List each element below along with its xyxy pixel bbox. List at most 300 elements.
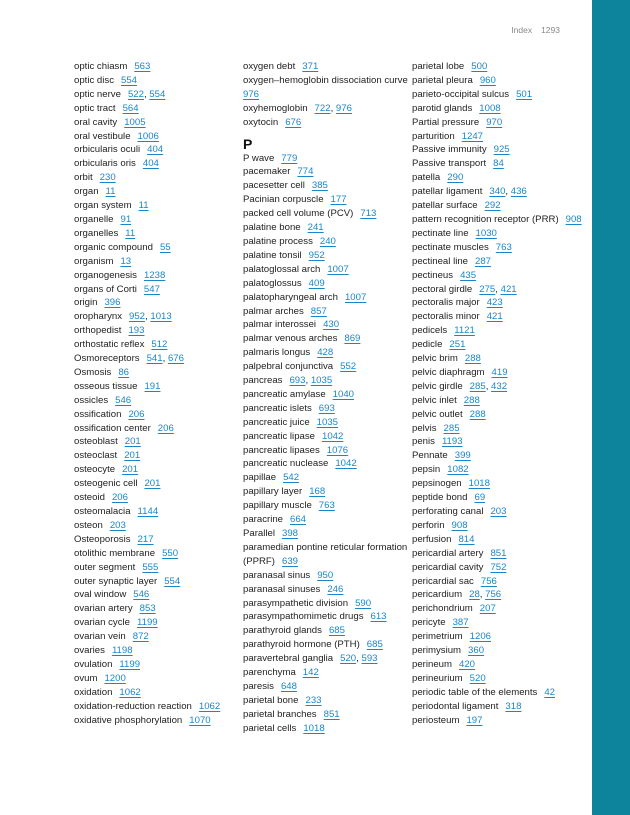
index-term: organic compound [74, 241, 153, 253]
index-term: oropharynx [74, 311, 122, 323]
index-term: palatine tonsil [243, 249, 302, 261]
page-link[interactable]: 960 [479, 74, 496, 86]
index-entry [243, 722, 415, 736]
index-term: Parallel [243, 528, 275, 539]
page-link[interactable]: 713 [360, 208, 377, 220]
index-entry [243, 193, 415, 207]
index-entry [243, 583, 415, 597]
index-entry [243, 277, 415, 291]
page-link[interactable]: 177 [330, 194, 347, 206]
page-link[interactable]: 869 [344, 333, 361, 345]
index-term: ossification center [74, 422, 151, 434]
index-term: Osmosis [74, 366, 112, 378]
page-link[interactable]: 201 [124, 436, 141, 448]
index-entry [412, 324, 587, 338]
index-entry [412, 449, 587, 463]
page-link[interactable]: 1082 [447, 464, 469, 476]
page-link[interactable]: 1018 [468, 478, 490, 490]
index-term: outer segment [74, 561, 136, 573]
page-link[interactable]: 722 [314, 102, 331, 114]
page-link[interactable]: 950 [317, 569, 334, 581]
index-entry [74, 143, 246, 157]
page-link[interactable]: 1238 [143, 269, 166, 281]
index-entry [412, 700, 587, 714]
index-entry [74, 616, 246, 630]
index-entry [243, 74, 415, 102]
page-link[interactable]: 542 [283, 472, 300, 484]
index-column-3 [412, 60, 587, 728]
index-term: perforating canal [412, 506, 484, 517]
index-term: paracrine [243, 514, 283, 526]
index-term: pelvic diaphragm [412, 366, 485, 378]
page-link[interactable]: 1193 [441, 436, 463, 448]
index-term: pancreatic juice [243, 416, 310, 428]
index-term: organ system [74, 200, 132, 212]
index-entry [74, 255, 246, 269]
index-entry [74, 588, 246, 602]
page-link[interactable]: 554 [149, 88, 166, 100]
page-link[interactable]: 1121 [454, 325, 475, 337]
index-term: perimetrium [412, 631, 463, 643]
page-link[interactable]: 648 [280, 680, 297, 692]
index-entry: Osmoreceptors 541, 676 [74, 353, 184, 365]
index-entry [243, 708, 415, 722]
page-link[interactable]: 287 [475, 255, 492, 267]
index-entry [412, 171, 587, 185]
page-link[interactable]: 1200 [104, 672, 126, 684]
index-term: pectineus [412, 269, 454, 281]
index-entry [412, 491, 587, 505]
page-link[interactable]: 693 [289, 375, 306, 387]
index-entry [74, 547, 246, 561]
index-term: paranasal sinus [243, 569, 311, 581]
index-term: periodontal ligament [412, 700, 499, 712]
index-term: osteon [74, 519, 103, 531]
page-link[interactable]: 168 [309, 486, 326, 498]
index-entry [243, 430, 415, 444]
page-link[interactable]: 285 [443, 422, 460, 434]
page-link[interactable]: 428 [317, 347, 334, 359]
index-term: pelvic outlet [412, 408, 463, 420]
index-term: parenchyma [243, 667, 296, 679]
page-link[interactable]: 142 [302, 667, 319, 679]
page-link[interactable]: 1042 [335, 458, 357, 470]
page-link[interactable]: 55 [159, 241, 171, 253]
page-link[interactable]: 853 [139, 603, 156, 615]
page-link[interactable]: 240 [319, 235, 336, 247]
index-term: parathyroid glands [243, 625, 322, 637]
page-link[interactable]: 1035 [310, 375, 333, 387]
page-link[interactable]: 676 [285, 116, 302, 128]
page-link[interactable]: 564 [122, 102, 139, 114]
index-term: pericardial artery [412, 547, 484, 559]
index-term: pectoral girdle [412, 283, 473, 295]
page-link[interactable]: 1199 [137, 617, 158, 629]
index-term: osteoblast [74, 436, 118, 448]
index-entry [74, 199, 246, 213]
page-link[interactable]: 1030 [475, 227, 497, 239]
index-column-2 [243, 60, 415, 736]
page-link[interactable]: 774 [297, 166, 314, 178]
index-entry [243, 360, 415, 374]
page-link[interactable]: 290 [447, 172, 464, 184]
page-link[interactable]: 1206 [469, 631, 491, 643]
index-entry [412, 463, 587, 477]
header-section: Index [511, 25, 533, 35]
index-entry [74, 296, 246, 310]
index-entry [412, 143, 587, 157]
page-link[interactable]: 1005 [124, 116, 146, 128]
index-term: palatine process [243, 235, 313, 247]
index-entry [243, 388, 415, 402]
index-term: pedicle [412, 339, 443, 351]
index-entry [243, 305, 415, 319]
index-term: orthopedist [74, 325, 122, 337]
page-link[interactable]: 206 [111, 492, 128, 504]
index-entry [412, 213, 587, 227]
page-link[interactable]: 191 [144, 380, 161, 392]
page-link[interactable]: 201 [124, 450, 141, 462]
page-link[interactable]: 28 [469, 589, 480, 601]
index-term: oxidation [74, 686, 113, 698]
page-link[interactable]: 500 [471, 61, 488, 72]
index-entry [74, 630, 246, 644]
page-link[interactable]: 409 [308, 277, 325, 289]
index-entry: patellar ligament 340, 436 [412, 186, 527, 198]
index-entry [74, 700, 246, 714]
index-entry: oxyhemoglobin 722, 976 [243, 102, 352, 114]
page-link[interactable]: 360 [468, 645, 485, 657]
index-entry: pelvic girdle 285, 432 [412, 380, 508, 392]
page-link[interactable]: 685 [328, 625, 345, 637]
page-link[interactable]: 851 [490, 547, 507, 559]
page-link[interactable]: 42 [544, 686, 555, 698]
page-link[interactable]: 814 [458, 533, 475, 545]
page-link[interactable]: 1018 [303, 722, 325, 734]
page-link[interactable]: 563 [134, 61, 151, 72]
index-entry [74, 213, 246, 227]
page-link[interactable]: 555 [142, 561, 159, 573]
page-link[interactable]: 206 [157, 422, 174, 434]
page-link[interactable]: 520 [469, 672, 486, 684]
page-link[interactable]: 404 [142, 158, 159, 170]
page-link[interactable]: 1008 [479, 102, 501, 114]
index-term: pancreatic nuclease [243, 458, 329, 470]
page-link[interactable]: 201 [122, 464, 139, 476]
page-link[interactable]: 246 [327, 583, 344, 595]
page-link[interactable]: 590 [355, 597, 372, 609]
index-entry [412, 408, 587, 422]
page-link[interactable]: 952 [129, 311, 146, 323]
index-entry [74, 366, 246, 380]
page-link[interactable]: 423 [486, 297, 503, 309]
page-link[interactable]: 84 [493, 158, 504, 170]
page-link[interactable]: 197 [466, 714, 483, 726]
index-entry [412, 352, 587, 366]
index-entry [412, 394, 587, 408]
index-entry [243, 513, 415, 527]
page-link[interactable]: 201 [144, 478, 161, 490]
page-link[interactable]: 318 [505, 700, 522, 712]
page-link[interactable]: 11 [138, 200, 149, 212]
page-link[interactable]: 436 [510, 186, 527, 198]
page-link[interactable]: 203 [490, 506, 507, 517]
page-link[interactable]: 432 [491, 380, 508, 392]
page-link[interactable]: 86 [118, 366, 129, 378]
page-link[interactable]: 11 [125, 227, 136, 239]
page-link[interactable]: 1007 [327, 263, 349, 275]
index-term: pancreas [243, 375, 283, 387]
index-entry [243, 597, 415, 611]
index-entry [74, 463, 246, 477]
index-term: optic nerve [74, 88, 121, 100]
index-term: parieto-occipital sulcus [412, 88, 510, 100]
page-link[interactable]: 541 [146, 353, 163, 365]
page-link[interactable]: 207 [479, 603, 496, 615]
page-link[interactable]: 1040 [332, 388, 354, 400]
page-link[interactable]: 421 [486, 311, 503, 323]
index-entry [412, 116, 587, 130]
page-link[interactable]: 976 [243, 88, 260, 100]
page-link[interactable]: 203 [109, 519, 126, 531]
page-link[interactable]: 763 [495, 241, 512, 253]
page-link[interactable]: 288 [463, 394, 480, 406]
page-link[interactable]: 952 [308, 249, 325, 261]
index-entry [74, 241, 246, 255]
index-term: ovaries [74, 645, 105, 657]
page-link[interactable]: 275 [479, 283, 496, 295]
index-term: ovarian vein [74, 631, 126, 643]
index-term: parietal cells [243, 722, 297, 734]
index-entry [74, 714, 246, 728]
index-term: perimysium [412, 645, 462, 657]
index-term: oxyhemoglobin [243, 102, 308, 114]
index-term: pericyte [412, 617, 446, 629]
index-entry [74, 185, 246, 199]
index-entry [243, 624, 415, 638]
page-link[interactable]: 522 [127, 88, 144, 100]
page-link[interactable]: 193 [128, 325, 145, 337]
page-link[interactable]: 292 [484, 200, 501, 212]
index-entry [412, 616, 587, 630]
page-link[interactable]: 1035 [316, 416, 339, 428]
index-term: perineurium [412, 672, 463, 684]
index-entry [74, 269, 246, 283]
index-term: oxygen–hemoglobin dissociation curve [243, 74, 408, 86]
index-term: pancreatic islets [243, 402, 312, 414]
index-term: pericardial cavity [412, 561, 484, 573]
index-term: osteogenic cell [74, 478, 138, 490]
index-entry [243, 402, 415, 416]
index-entry [412, 255, 587, 269]
index-entry [74, 561, 246, 575]
page-link[interactable]: 421 [500, 283, 517, 295]
page-link[interactable]: 230 [99, 172, 116, 184]
index-term: pectoralis major [412, 297, 480, 309]
page-link[interactable]: 593 [361, 653, 378, 665]
index-entry [243, 207, 415, 221]
index-entry [74, 575, 246, 589]
index-term: palmar arches [243, 305, 304, 317]
index-entry [412, 714, 587, 728]
page-link[interactable]: 1070 [189, 714, 211, 726]
index-term: Osmoreceptors [74, 353, 140, 365]
page-link[interactable]: 1042 [322, 430, 344, 442]
index-term: periodic table of the elements [412, 686, 538, 698]
page-link[interactable]: 851 [323, 708, 340, 720]
index-term: Pennate [412, 450, 448, 462]
page-link[interactable]: 385 [311, 180, 328, 192]
index-entry [243, 569, 415, 583]
index-term: orbicularis oculi [74, 144, 141, 156]
page-link[interactable]: 398 [282, 528, 299, 539]
index-entry [74, 519, 246, 533]
index-entry [412, 60, 587, 74]
index-entry [412, 102, 587, 116]
index-term: pancreatic amylase [243, 388, 326, 400]
page-link[interactable]: 752 [490, 561, 507, 573]
index-term: ovarian cycle [74, 617, 130, 629]
index-term: parietal pleura [412, 74, 473, 86]
page-link[interactable]: 693 [318, 402, 335, 414]
index-term: origin [74, 297, 98, 309]
page-link[interactable]: 285 [469, 380, 486, 392]
index-entry [74, 394, 246, 408]
page-link[interactable]: 241 [307, 222, 324, 234]
page-link[interactable]: 554 [164, 575, 181, 587]
page-link[interactable]: 371 [302, 61, 319, 72]
index-term: ossification [74, 408, 122, 420]
index-entry [243, 152, 415, 166]
page-link[interactable]: 1076 [326, 444, 349, 456]
page-link[interactable]: 430 [323, 319, 340, 331]
page-link[interactable]: 435 [460, 269, 477, 281]
page-link[interactable]: 206 [128, 408, 145, 420]
page-link[interactable]: 547 [143, 283, 160, 295]
page-link[interactable]: 1144 [137, 506, 159, 517]
page-link[interactable]: 1062 [198, 700, 221, 712]
index-term: ovulation [74, 658, 113, 670]
page-link[interactable]: 512 [151, 339, 168, 351]
page-link[interactable]: 419 [491, 366, 508, 378]
index-term: palatine bone [243, 222, 301, 234]
page-link[interactable]: 420 [459, 658, 476, 670]
index-term: osseous tissue [74, 380, 138, 392]
index-entry [412, 477, 587, 491]
page-link[interactable]: 288 [464, 353, 481, 365]
page-link[interactable]: 779 [281, 152, 298, 164]
page-link[interactable]: 613 [370, 611, 387, 623]
index-entry [243, 485, 415, 499]
index-entry [243, 318, 415, 332]
index-entry: oropharynx 952, 1013 [74, 311, 172, 323]
page-link[interactable]: 976 [335, 102, 352, 114]
page-link[interactable]: 676 [167, 353, 184, 365]
page-link[interactable]: 1013 [150, 311, 172, 323]
page-link[interactable]: 857 [310, 305, 327, 317]
index-term: patellar ligament [412, 186, 483, 198]
page-link[interactable]: 404 [147, 144, 164, 156]
index-term: palatoglossal arch [243, 263, 321, 275]
page-link[interactable]: 396 [104, 297, 121, 309]
index-entry [412, 435, 587, 449]
page-link[interactable]: 639 [281, 555, 298, 567]
page-link[interactable]: 501 [516, 88, 533, 100]
page-link[interactable]: 554 [121, 74, 138, 86]
index-term: parietal branches [243, 708, 317, 720]
page-link[interactable]: 546 [115, 394, 132, 406]
index-entry [243, 457, 415, 471]
index-entry [74, 74, 246, 88]
index-entry [243, 179, 415, 193]
page-link[interactable]: 1199 [119, 658, 141, 670]
page-link[interactable]: 908 [451, 519, 468, 531]
page-link[interactable]: 550 [162, 547, 179, 559]
page-link[interactable]: 546 [133, 589, 150, 601]
page-link[interactable]: 91 [120, 213, 132, 225]
index-term: parotid glands [412, 102, 473, 114]
page-link[interactable]: 756 [485, 589, 502, 601]
page-link[interactable]: 69 [474, 492, 486, 504]
page-link[interactable]: 925 [493, 144, 510, 156]
index-term: otolithic membrane [74, 547, 156, 559]
page-link[interactable]: 872 [132, 631, 149, 643]
page-link[interactable]: 217 [137, 533, 154, 545]
index-term: penis [412, 436, 435, 448]
page-link[interactable]: 11 [105, 186, 116, 198]
page-link[interactable]: 251 [449, 339, 466, 351]
page-link[interactable]: 399 [454, 450, 471, 462]
page-link[interactable]: 233 [305, 694, 322, 706]
index-term: pedicels [412, 325, 448, 337]
index-entry [74, 116, 246, 130]
index-term: orthostatic reflex [74, 339, 145, 351]
page-link[interactable]: 1247 [461, 130, 484, 142]
page-link[interactable]: 13 [120, 255, 132, 267]
index-entry [74, 130, 246, 144]
page-link[interactable]: 685 [366, 639, 383, 651]
page-link[interactable]: 1062 [119, 686, 141, 698]
page-link[interactable]: 387 [452, 617, 469, 629]
index-term: perineum [412, 658, 452, 670]
page-link[interactable]: 1006 [137, 130, 159, 142]
index-entry [243, 471, 415, 485]
index-term: Partial pressure [412, 116, 480, 128]
page-link[interactable]: 908 [565, 213, 582, 225]
index-entry [74, 449, 246, 463]
page-link[interactable]: 1007 [344, 291, 367, 303]
page-link[interactable]: 1198 [111, 645, 133, 657]
page-link[interactable]: 520 [340, 653, 357, 665]
index-entry [243, 291, 415, 305]
index-entry [74, 644, 246, 658]
page-link[interactable]: 288 [469, 408, 486, 420]
page-link[interactable]: 552 [340, 361, 357, 373]
index-term: perfusion [412, 533, 452, 545]
header-page-number: 1293 [541, 25, 560, 35]
index-entry [243, 666, 415, 680]
index-term: papillary layer [243, 486, 303, 498]
page-link[interactable]: 970 [486, 116, 503, 128]
page-link[interactable]: 340 [489, 186, 506, 198]
page-link[interactable]: 763 [318, 500, 335, 512]
index-term: perichondrium [412, 603, 473, 615]
index-entry [412, 74, 587, 88]
page-link[interactable]: 756 [480, 575, 497, 587]
page-link[interactable]: 664 [290, 514, 307, 526]
index-entry [412, 575, 587, 589]
index-term: perforin [412, 519, 445, 531]
